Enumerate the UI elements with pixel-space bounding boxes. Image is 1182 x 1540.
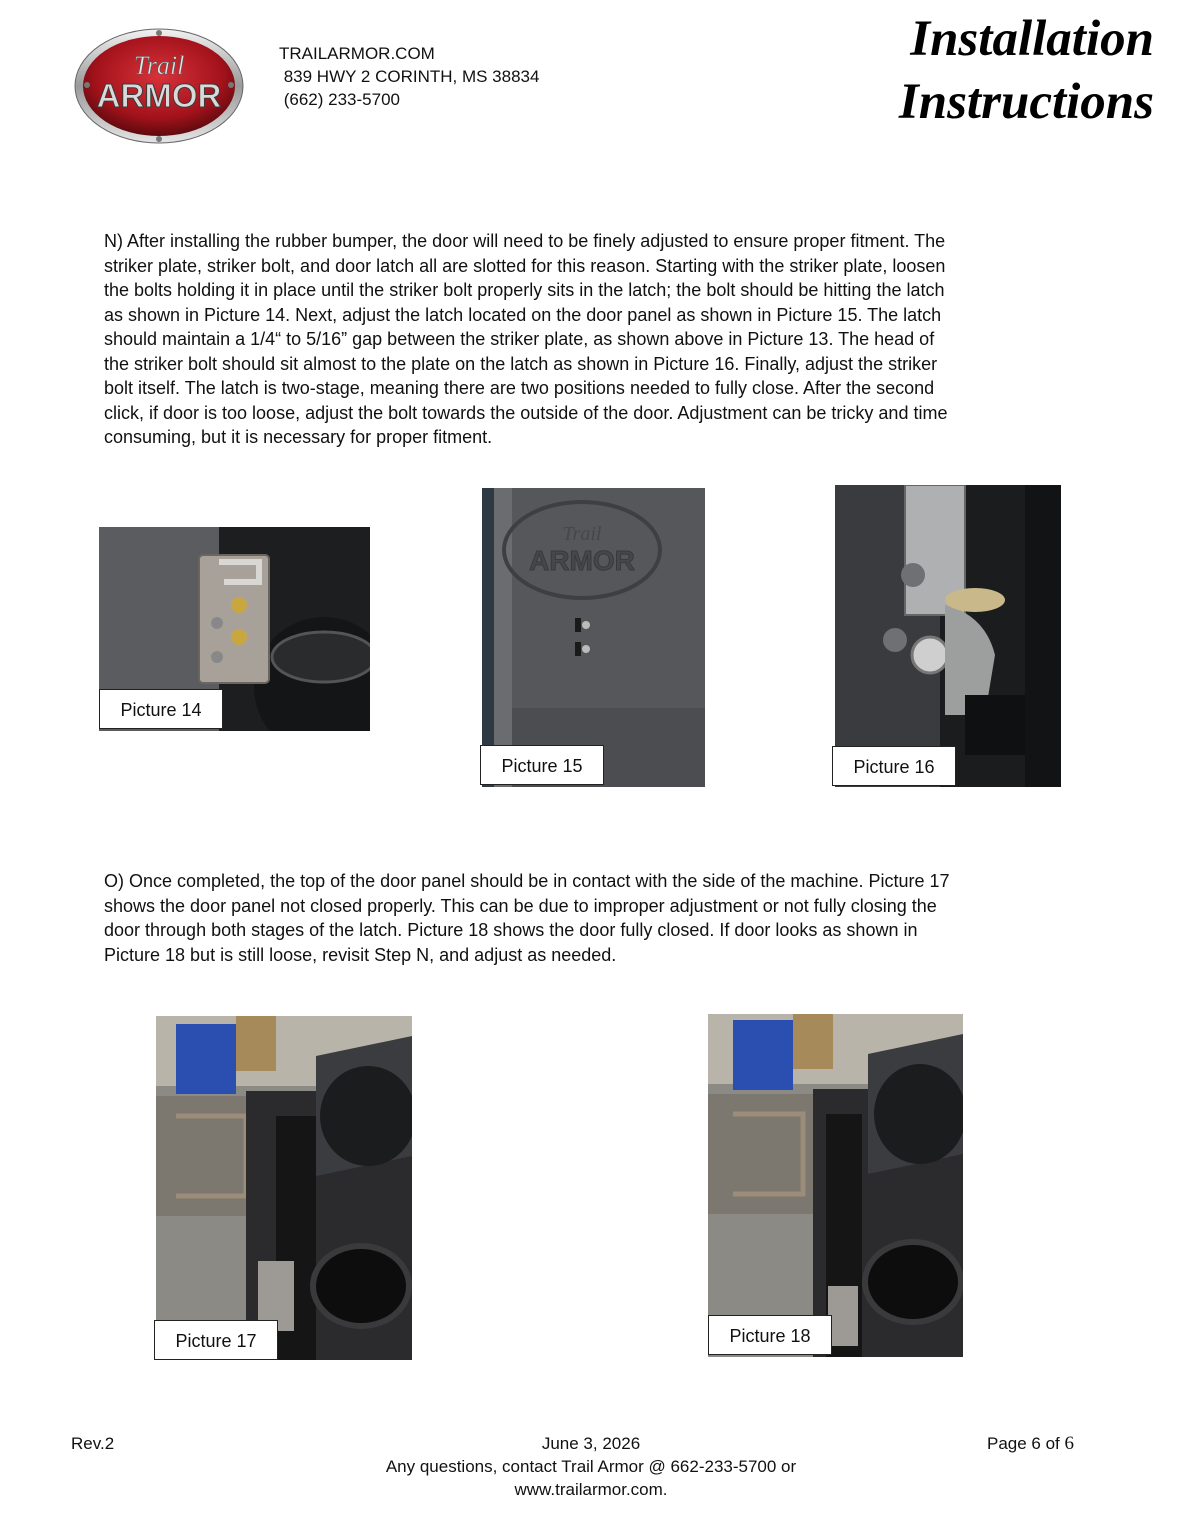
footer-contact: Any questions, contact Trail Armor @ 662-233-5700 or — [385, 1457, 797, 1476]
title-line-1: Installation — [910, 11, 1154, 67]
p15-logo-bottom: ARMOR — [529, 545, 635, 576]
page-label: Page 6 of — [986, 1434, 1065, 1453]
company-address: 839 HWY 2 CORINTH, MS 38834 — [279, 67, 540, 86]
company-contact — [279, 42, 539, 111]
logo-text-top: Trail — [133, 51, 185, 80]
company-website: TRAILARMOR.COM — [279, 44, 435, 63]
company-phone: (662) 233-5700 — [279, 90, 400, 109]
footer-website: www.trailarmor.com. — [514, 1480, 668, 1499]
document-title — [899, 8, 1154, 134]
step-n-paragraph: N) After installing the rubber bumper, the door will need to be finely adjusted to ensure proper fitment. The striker plate, striker bolt, and door latch all are slotted for this reason. Starting with the striker plate, loosen the bolts holding it in place until the striker bolt properly sits in the latch; the bolt should be hitting the latch as shown in Picture 14. Next, adjust the latch located on the door panel as shown in Picture 15. The latch should maintain a 1/4“ to 5/16” gap between the striker plate, as shown above in Picture 13. The head of the striker bolt should sit almost to the plate on the latch as shown in Picture 16. Finally, adjust the striker bolt itself. The latch is two-stage, meaning there are two positions needed to fully close. After the second click, if door is too loose, adjust the bolt towards the outside of the door. Adjustment can be tricky and time consuming, but it is necessary for proper fitment. — [104, 231, 948, 447]
step-o-paragraph: O) Once completed, the top of the door panel should be in contact with the side of the machine. Picture 17 shows the door panel not closed properly. This can be due to improper adjustment or not fully closing the door through both stages of the latch. Picture 18 shows the door fully closed. If door looks as shown in Picture 18 but is still loose, revisit Step N, and adjust as needed. — [104, 871, 950, 965]
picture-18-caption: Picture 18 — [708, 1315, 832, 1355]
footer-revision: Rev.2 — [71, 1434, 115, 1453]
picture-15-photo — [482, 488, 705, 787]
picture-15-caption: Picture 15 — [480, 745, 604, 785]
footer-page-number — [987, 1432, 1074, 1455]
picture-16-caption: Picture 16 — [832, 746, 956, 786]
trail-armor-logo — [73, 27, 245, 145]
picture-17-photo — [156, 1016, 412, 1360]
page-total: 6 — [1064, 1433, 1074, 1454]
picture-18-photo — [708, 1014, 963, 1357]
p15-logo-top: Trail — [562, 523, 602, 545]
footer-date: June 3, 2026 — [541, 1434, 641, 1453]
logo-text-bottom: ARMOR — [96, 77, 222, 114]
picture-14-caption: Picture 14 — [99, 689, 223, 729]
picture-17-caption: Picture 17 — [154, 1320, 278, 1360]
picture-16-photo — [835, 485, 1061, 787]
title-line-2: Instructions — [898, 74, 1154, 130]
